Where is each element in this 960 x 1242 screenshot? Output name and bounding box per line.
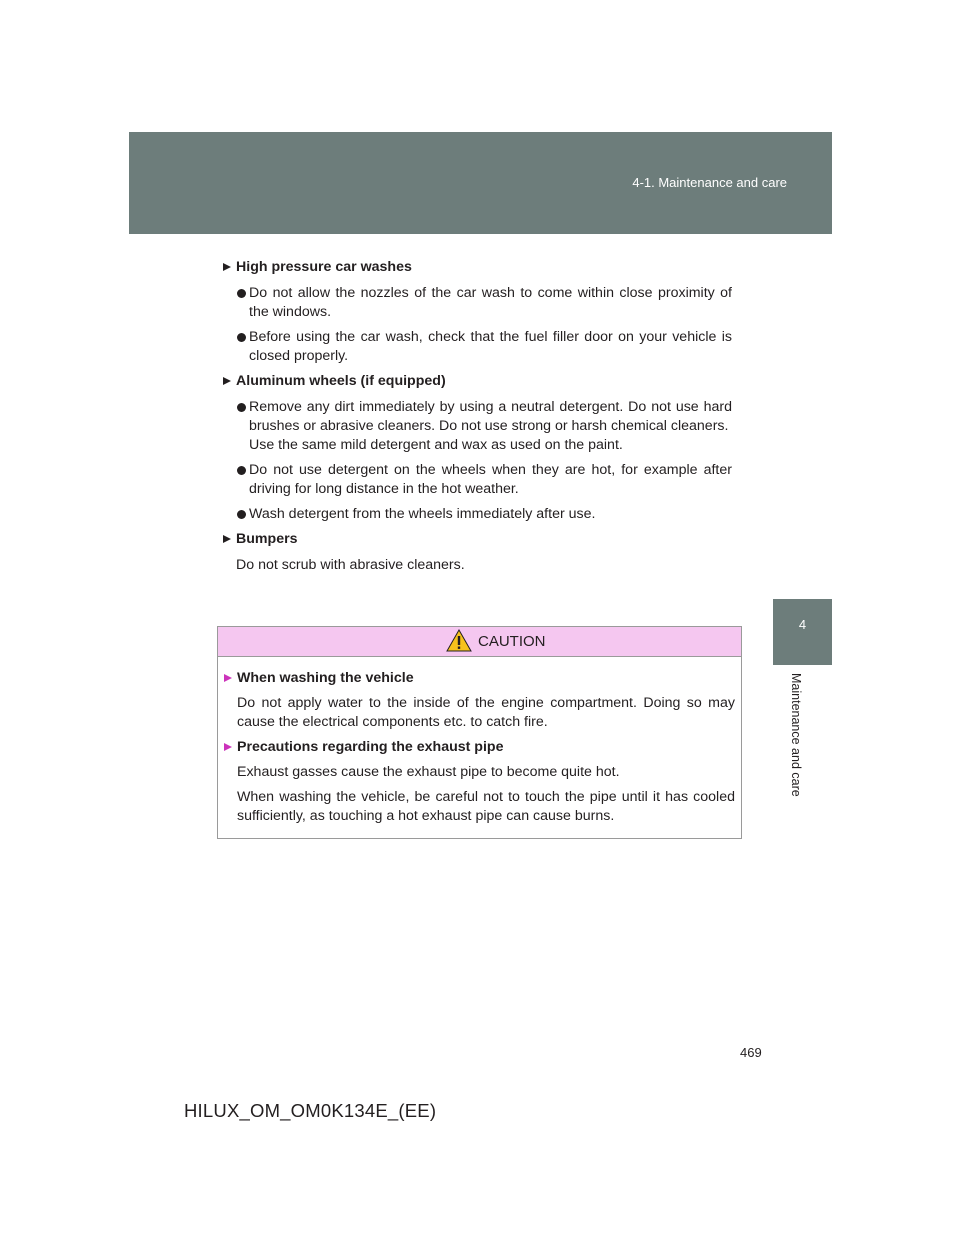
list-item: Do not use detergent on the wheels when they are hot, for example after driving for long distance in the hot weather. <box>222 461 732 499</box>
bullet-dot-icon <box>237 333 246 342</box>
main-content <box>222 258 732 581</box>
document-code: HILUX_OM_OM0K134E_(EE) <box>184 1100 437 1121</box>
warning-icon <box>446 629 472 652</box>
list-item: Remove any dirt immediately by using a neutral detergent. Do not use hard brushes or abrasive cleaners. Do not use strong or harsh chemical cleaners. Use the same mild detergent and wax as used on the paint. <box>222 398 732 455</box>
paragraph: Do not apply water to the inside of the engine compartment. Doing so may cause the electrical components etc. to catch fire. <box>237 695 735 730</box>
triangle-marker-icon <box>223 535 231 543</box>
paragraph: Exhaust gasses cause the exhaust pipe to become quite hot. <box>237 764 620 780</box>
paragraph: Do not scrub with abrasive cleaners. <box>236 557 465 573</box>
page-number: 469 <box>740 1045 762 1060</box>
paragraph: When washing the vehicle, be careful not to touch the pipe until it has cooled sufficiently, as touching a hot exhaust pipe can cause burns. <box>237 789 735 824</box>
caution-title: CAUTION <box>478 633 546 650</box>
chapter-label-tab <box>773 665 832 815</box>
section-heading: Bumpers <box>222 530 732 549</box>
triangle-marker-icon <box>223 377 231 385</box>
chapter-label: Maintenance and care <box>788 673 803 797</box>
triangle-marker-icon <box>224 674 232 682</box>
bullet-dot-icon <box>237 289 246 298</box>
caution-heading: When washing the vehicle <box>223 669 735 688</box>
chapter-tab <box>773 599 832 665</box>
caution-heading: Precautions regarding the exhaust pipe <box>223 738 735 757</box>
list-item: Do not allow the nozzles of the car wash to come within close proximity of the windows. <box>222 284 732 322</box>
caution-body <box>218 657 741 826</box>
section-heading: High pressure car washes <box>222 258 732 277</box>
section-title: 4-1. Maintenance and care <box>632 175 787 190</box>
list-item: Before using the car wash, check that the fuel filler door on your vehicle is closed properly. <box>222 328 732 366</box>
bullet-dot-icon <box>237 510 246 519</box>
bullet-dot-icon <box>237 403 246 412</box>
chapter-number: 4 <box>798 617 807 632</box>
triangle-marker-icon <box>223 263 231 271</box>
header-band <box>129 132 832 234</box>
caution-header <box>218 627 741 657</box>
list-item: Wash detergent from the wheels immediately after use. <box>222 505 732 524</box>
caution-box <box>217 626 742 839</box>
triangle-marker-icon <box>224 743 232 751</box>
section-heading: Aluminum wheels (if equipped) <box>222 372 732 391</box>
bullet-dot-icon <box>237 466 246 475</box>
